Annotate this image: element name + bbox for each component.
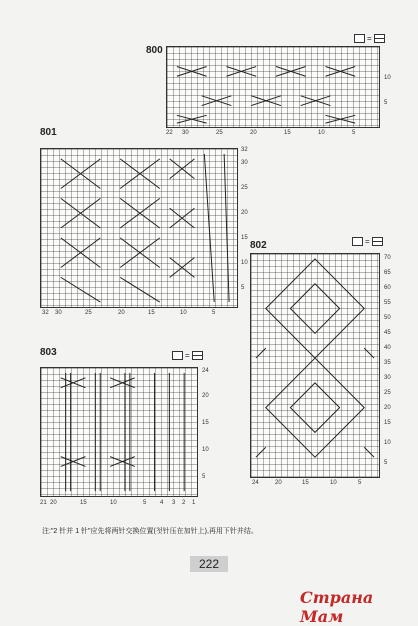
row-label: 5	[384, 460, 388, 466]
row-label: 25	[241, 185, 248, 191]
legend-equals: =	[367, 34, 372, 43]
diamond-lattice-802	[251, 254, 379, 477]
cable-crossings-800	[167, 47, 379, 127]
col-label: 1	[192, 500, 196, 506]
chart-number-801: 801	[40, 127, 57, 138]
row-label: 20	[241, 210, 248, 216]
legend-equals: =	[365, 237, 370, 246]
col-label: 5	[143, 500, 147, 506]
col-label: 5	[358, 480, 362, 486]
purl-symbol-icon	[192, 351, 203, 360]
footnote: 注:"2 针并 1 针"应先将两针交换位置(첫针压在加针上),再用下针并结。	[42, 528, 258, 535]
col-label: 20	[50, 500, 57, 506]
purl-symbol-icon	[372, 237, 383, 246]
knitting-chart-801	[40, 148, 238, 308]
legend-800	[354, 34, 385, 43]
row-label: 15	[384, 420, 391, 426]
col-label: 20	[275, 480, 282, 486]
col-label: 32	[42, 310, 49, 316]
knitting-chart-802	[250, 253, 380, 478]
chart-number-802: 802	[250, 240, 267, 251]
row-label: 45	[384, 330, 391, 336]
col-label: 10	[180, 310, 187, 316]
row-label: 20	[384, 405, 391, 411]
col-label: 15	[284, 130, 291, 136]
legend-equals: =	[185, 351, 190, 360]
knit-symbol-icon	[172, 351, 183, 360]
row-label: 15	[202, 420, 209, 426]
col-label: 15	[302, 480, 309, 486]
col-label: 10	[318, 130, 325, 136]
knit-symbol-icon	[354, 34, 365, 43]
row-label: 30	[241, 160, 248, 166]
row-label: 60	[384, 285, 391, 291]
row-label: 55	[384, 300, 391, 306]
row-label: 5	[241, 285, 245, 291]
chart-number-803: 803	[40, 347, 57, 358]
chart-number-800: 800	[146, 45, 163, 56]
col-label: 5	[352, 130, 356, 136]
col-label: 3	[172, 500, 176, 506]
row-label: 65	[384, 270, 391, 276]
row-label: 24	[202, 368, 209, 374]
row-label: 5	[384, 100, 388, 106]
row-label: 70	[384, 255, 391, 261]
page-number: 222	[190, 556, 228, 572]
legend-803	[172, 351, 203, 360]
row-label: 25	[384, 390, 391, 396]
row-label: 32	[241, 147, 248, 153]
knitting-chart-800	[166, 46, 380, 128]
col-label: 30	[182, 130, 189, 136]
col-label: 5	[212, 310, 216, 316]
row-label: 35	[384, 360, 391, 366]
legend-802	[352, 237, 383, 246]
knitting-chart-803	[40, 367, 198, 497]
row-label: 10	[384, 440, 391, 446]
col-label: 20	[118, 310, 125, 316]
row-label: 40	[384, 345, 391, 351]
cable-crossings-801	[41, 149, 237, 307]
col-label: 20	[250, 130, 257, 136]
row-label: 50	[384, 315, 391, 321]
col-label: 25	[216, 130, 223, 136]
col-label: 2	[182, 500, 186, 506]
col-label: 30	[55, 310, 62, 316]
row-label: 10	[384, 75, 391, 81]
watermark: Страна Мам	[300, 588, 374, 626]
col-label: 4	[160, 500, 164, 506]
cable-crossings-803	[41, 368, 197, 496]
col-label: 21	[40, 500, 47, 506]
row-label: 10	[241, 260, 248, 266]
col-label: 25	[85, 310, 92, 316]
col-label: 10	[330, 480, 337, 486]
row-label: 20	[202, 393, 209, 399]
col-label: 10	[110, 500, 117, 506]
row-label: 5	[202, 474, 206, 480]
col-label: 15	[80, 500, 87, 506]
row-label: 10	[202, 447, 209, 453]
row-label: 15	[241, 235, 248, 241]
purl-symbol-icon	[374, 34, 385, 43]
col-label: 22	[166, 130, 173, 136]
col-label: 15	[148, 310, 155, 316]
knit-symbol-icon	[352, 237, 363, 246]
col-label: 24	[252, 480, 259, 486]
row-label: 30	[384, 375, 391, 381]
